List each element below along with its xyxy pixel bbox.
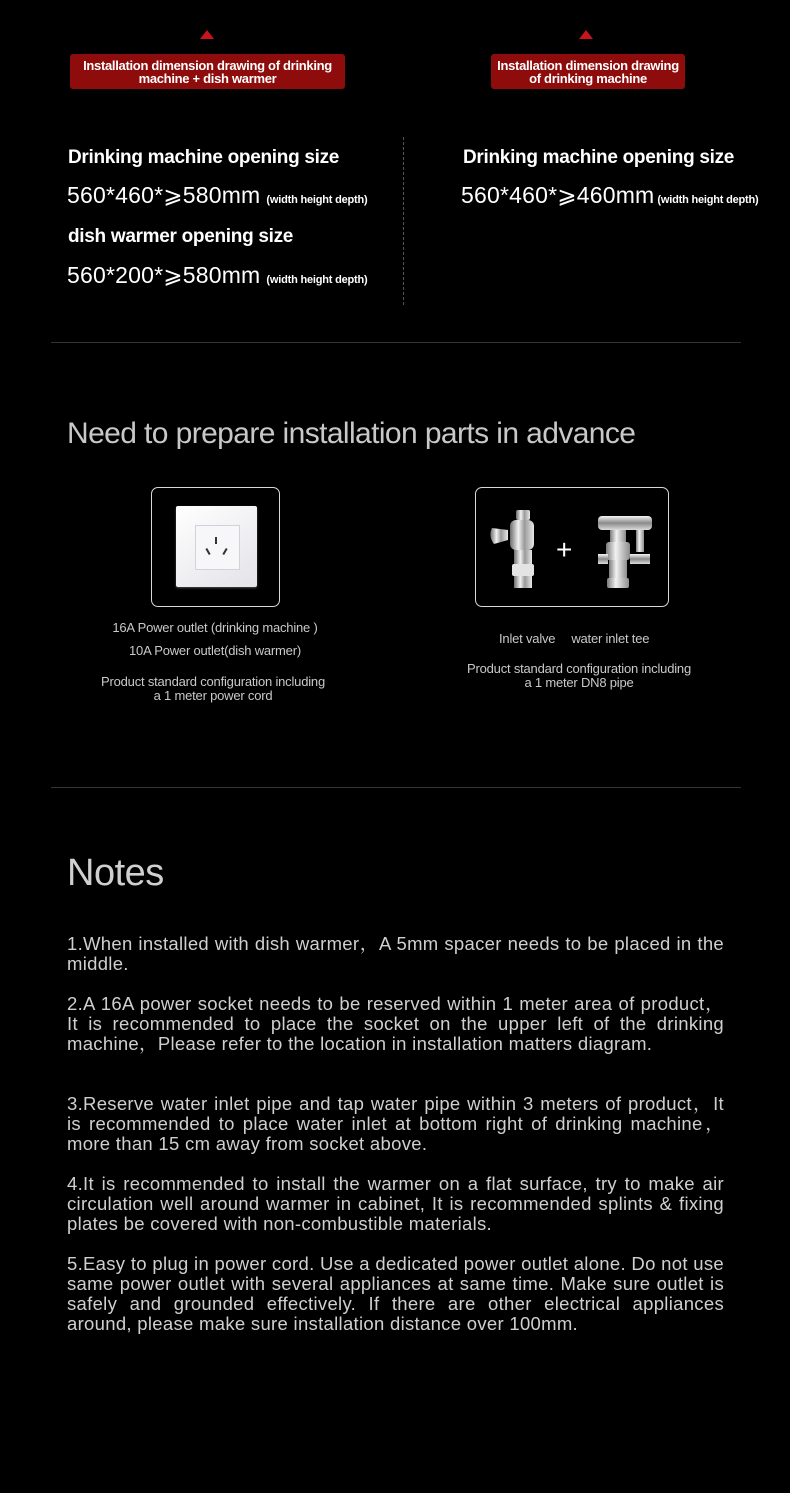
section-divider-1 — [51, 342, 741, 343]
left-drinking-dim-value: 560*460*⩾580mm — [67, 182, 261, 208]
outlet-config-line2: a 1 meter power cord — [153, 688, 273, 703]
left-dimension-tag — [70, 54, 345, 89]
valve-config-line2: a 1 meter DN8 pipe — [524, 675, 634, 690]
right-marker-icon — [579, 30, 593, 39]
left-tag-line1: Installation dimension drawing of drinking — [83, 57, 332, 73]
left-warmer-dim-value: 560*200*⩾580mm — [67, 262, 261, 288]
parts-title: Need to prepare installation parts in advance — [67, 417, 636, 450]
valve-caption — [476, 632, 706, 646]
inlet-valve-icon — [486, 510, 546, 592]
outlet-caption-2: 10A Power outlet(dish warmer) — [129, 643, 301, 658]
spec-divider — [403, 137, 404, 305]
power-outlet-icon — [176, 506, 257, 587]
notes-title: Notes — [67, 852, 164, 894]
inlet-valve-box — [475, 487, 669, 607]
left-tag-line2: machine + dish warmer — [138, 70, 277, 86]
right-tag-line1: Installation dimension drawing — [497, 57, 679, 73]
note-item-3: 3.Reserve water inlet pipe and tap water pipe within 3 meters of product，It is recommended to place water inlet at bottom right of drinking machine，more than 15 cm away from socket above. — [67, 1093, 724, 1154]
note-item-1: 1.When installed with dish warmer，A 5mm spacer needs to be placed in the middle. — [67, 933, 724, 974]
plus-sign: + — [556, 534, 573, 565]
power-outlet-box — [151, 487, 280, 607]
section-divider-2 — [51, 787, 741, 788]
outlet-config-line1: Product standard configuration including — [101, 674, 325, 689]
right-drinking-unit: (width height depth) — [657, 194, 759, 206]
valve-config-line1: Product standard configuration including — [467, 661, 691, 676]
left-drinking-dimension — [67, 182, 368, 209]
left-warmer-dimension — [67, 262, 368, 289]
tee-label: water inlet tee — [571, 631, 650, 646]
right-drinking-title: Drinking machine opening size — [463, 147, 735, 168]
left-warmer-title: dish warmer opening size — [68, 226, 294, 247]
right-dimension-tag — [491, 54, 685, 89]
valve-config-caption — [440, 662, 718, 690]
left-warmer-unit: (width height depth) — [266, 274, 368, 286]
note-item-4: 4.It is recommended to install the warmer on a flat surface, try to make air circulation well around warmer in cabinet, It is recommended splints & fixing plates be covered with non-combustible materials. — [67, 1173, 724, 1234]
valve-label: Inlet valve — [499, 631, 556, 646]
right-tag-line2: of drinking machine — [529, 70, 647, 86]
left-drinking-title: Drinking machine opening size — [68, 147, 340, 168]
note-item-2: 2.A 16A power socket needs to be reserved within 1 meter area of product，It is recommended to place the socket on the upper left of the drinking machine，Please refer to the location in installation matters diagram. — [67, 993, 724, 1054]
outlet-config-caption — [75, 675, 351, 703]
water-inlet-tee-icon — [596, 512, 656, 592]
left-drinking-unit: (width height depth) — [266, 194, 368, 206]
left-marker-icon — [200, 30, 214, 39]
note-item-5: 5.Easy to plug in power cord. Use a dedicated power outlet alone. Do not use same power outlet with several appliances at same time. Make sure outlet is safely and grounded effectively. If there are other electrical appliances around, please make sure installation distance over 100mm. — [67, 1253, 724, 1334]
right-drinking-dim-value: 560*460*⩾460mm — [461, 182, 655, 208]
outlet-caption-1: 16A Power outlet (drinking machine ) — [112, 620, 318, 635]
right-drinking-dimension — [461, 182, 759, 209]
